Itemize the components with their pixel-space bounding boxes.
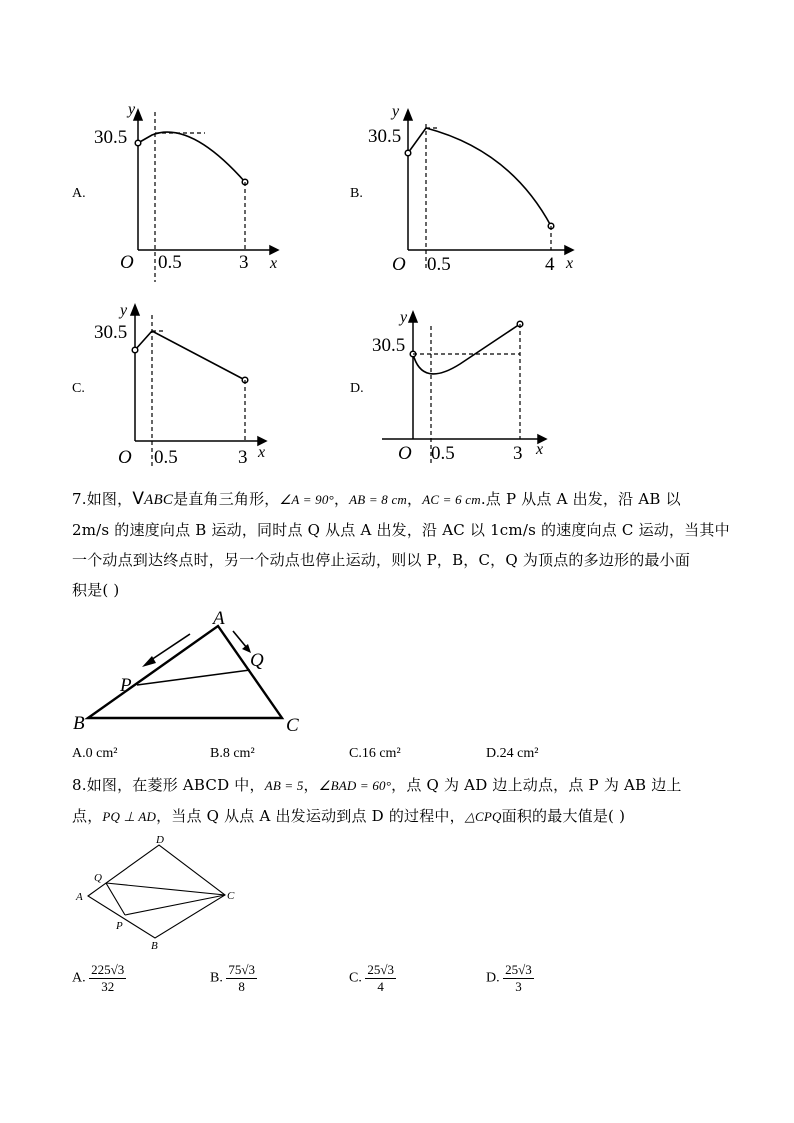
question-7 xyxy=(72,484,732,605)
q8-option-c: C. $\frac{25√3}{4}$ xyxy=(349,962,394,994)
graph-b-origin: O xyxy=(392,254,406,275)
q7-label-C: C xyxy=(286,715,299,736)
question-8 xyxy=(72,770,732,832)
graph-c-origin: O xyxy=(118,447,132,468)
q8-option-d: D. $\frac{25√3}{3}$ xyxy=(486,962,532,994)
q7-line-3: 一个动点到达终点时，另一个动点也停止运动，则以 P，B，C，Q 为顶点的多边形的最小面 xyxy=(72,551,691,569)
graph-b-x-axis-label: x xyxy=(566,255,574,272)
q8-option-b: B. $\frac{75√3}{8}$ xyxy=(210,962,255,994)
graph-d-origin: O xyxy=(398,443,412,464)
graph-b-x-tick-2: 4 xyxy=(545,254,555,275)
q7-label-P: P xyxy=(120,675,132,696)
q8-label-P: P xyxy=(116,920,123,932)
q8-figure xyxy=(70,835,250,955)
q7-line-1: 7.如图，VABC是直角三角形，∠A = 90°，AB = 8 cm，AC = 6 cm.点 P 从点 A 出发，沿 AB 以 xyxy=(72,489,681,509)
graph-d-x-tick-2: 3 xyxy=(513,443,523,464)
graph-c-x-tick-2: 3 xyxy=(238,447,248,468)
graph-b-y-tick: 30.5 xyxy=(368,126,402,147)
q7-option-b: B.8 cm² xyxy=(210,746,255,761)
q8-option-a-fraction: $\frac{225√3}{32}$ xyxy=(91,962,125,994)
q8-option-a: A. $\frac{225√3}{32}$ xyxy=(72,962,125,994)
q8-option-d-fraction: $\frac{25√3}{3}$ xyxy=(505,962,532,994)
graph-c-y-tick: 30.5 xyxy=(94,322,128,343)
q8-option-c-fraction: $\frac{25√3}{4}$ xyxy=(367,962,394,994)
q7-triangle-symbol: V xyxy=(132,489,145,509)
q7-option-d: D.24 cm² xyxy=(486,746,539,761)
graph-d-y-axis-label: y xyxy=(400,309,408,326)
q7-figure xyxy=(70,610,330,740)
option-a-label: A. xyxy=(72,186,86,201)
q7-label-B: B xyxy=(73,713,85,734)
graph-a-x-tick-1: 0.5 xyxy=(158,252,182,273)
q7-line-4: 积是( ) xyxy=(72,581,120,599)
graph-b-x-tick-1: 0.5 xyxy=(427,254,451,275)
q7-option-c: C.16 cm² xyxy=(349,746,401,761)
graph-d xyxy=(370,298,670,478)
option-b-label: B. xyxy=(350,186,363,201)
q7-label-A: A xyxy=(213,608,225,629)
option-d-label: D. xyxy=(350,381,364,396)
q8-line-1: 8.如图，在菱形 ABCD 中，AB = 5，∠BAD = 60°，点 Q 为 AD 边上动点，点 P 为 AB 边上 xyxy=(72,776,682,794)
graph-b xyxy=(370,100,670,280)
option-c-label: C. xyxy=(72,381,85,396)
graph-d-y-tick: 30.5 xyxy=(372,335,406,356)
graph-a-x-axis-label: x xyxy=(270,255,278,272)
graph-d-x-tick-1: 0.5 xyxy=(431,443,455,464)
graph-c-x-tick-1: 0.5 xyxy=(154,447,178,468)
q7-label-Q: Q xyxy=(250,650,264,671)
graph-a-y-tick: 30.5 xyxy=(94,127,128,148)
q8-label-B: B xyxy=(151,940,158,952)
q8-label-C: C xyxy=(227,890,235,902)
q8-option-b-fraction: $\frac{75√3}{8}$ xyxy=(228,962,255,994)
q7-line-2: 2m/s 的速度向点 B 运动，同时点 Q 从点 A 出发，沿 AC 以 1cm/s 的速度向点 C 运动，当其中 xyxy=(72,521,730,539)
q8-label-A: A xyxy=(76,891,83,903)
graph-c-y-axis-label: y xyxy=(120,302,128,319)
graph-a-x-tick-2: 3 xyxy=(239,252,249,273)
graph-b-y-axis-label: y xyxy=(392,103,400,120)
graph-c-x-axis-label: x xyxy=(258,444,266,461)
q8-label-Q: Q xyxy=(94,872,102,884)
graph-a-origin: O xyxy=(120,252,134,273)
q8-label-D: D xyxy=(156,834,164,846)
graph-a-y-axis-label: y xyxy=(128,101,136,118)
q8-line-2: 点，PQ ⊥ AD，当点 Q 从点 A 出发运动到点 D 的过程中，△CPQ面积的最大值是( ) xyxy=(72,807,626,825)
graph-d-x-axis-label: x xyxy=(536,441,544,458)
q7-option-a: A.0 cm² xyxy=(72,746,118,761)
